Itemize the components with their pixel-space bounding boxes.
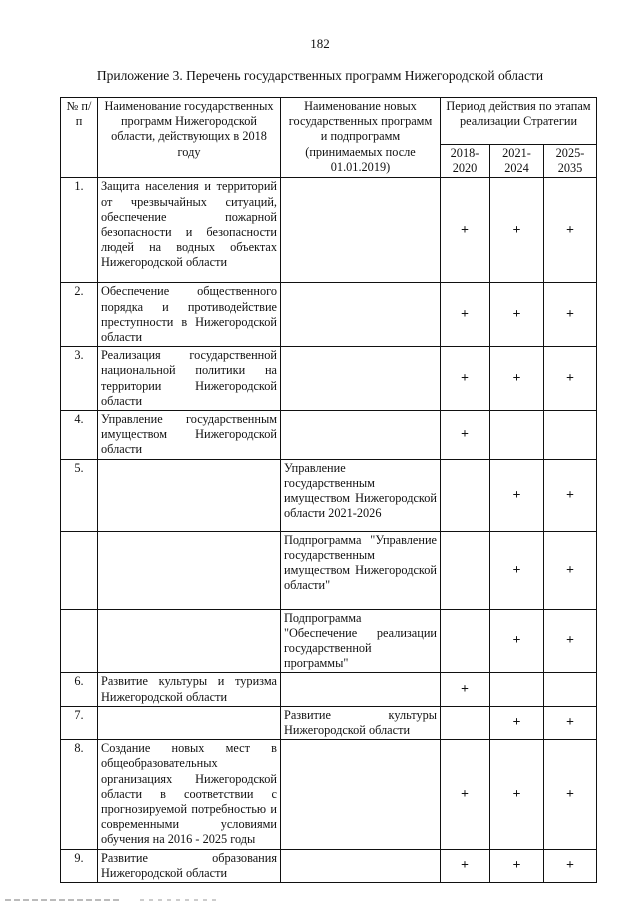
- period-2-mark: +: [490, 459, 544, 531]
- existing-program-name: Реализация государственной национальной политики на территории Нижегородской области: [98, 347, 281, 411]
- existing-program-name: [98, 531, 281, 609]
- new-program-name: Подпрограмма "Управление государственным имуществом Нижегородской области": [281, 531, 441, 609]
- row-number: 6.: [61, 673, 98, 706]
- existing-program-name: Управление государственным имуществом Нижегородской области: [98, 411, 281, 460]
- existing-program-name: Развитие образования Нижегородской области: [98, 849, 281, 882]
- period-2-mark: [490, 673, 544, 706]
- programs-table: [60, 97, 597, 883]
- period-2-mark: +: [490, 283, 544, 347]
- period-1-mark: [441, 531, 490, 609]
- header-period-3: 2025-2035: [544, 145, 597, 178]
- existing-program-name: [98, 459, 281, 531]
- table-row: [61, 459, 597, 531]
- period-2-mark: +: [490, 849, 544, 882]
- period-3-mark: +: [544, 740, 597, 849]
- row-number: [61, 531, 98, 609]
- row-number: 7.: [61, 706, 98, 739]
- period-1-mark: +: [441, 740, 490, 849]
- period-3-mark: +: [544, 459, 597, 531]
- table-row: [61, 740, 597, 849]
- table-row: [61, 706, 597, 739]
- new-program-name: [281, 849, 441, 882]
- period-1-mark: [441, 609, 490, 673]
- period-1-mark: [441, 706, 490, 739]
- new-program-name: [281, 411, 441, 460]
- period-2-mark: [490, 411, 544, 460]
- period-3-mark: +: [544, 706, 597, 739]
- period-3-mark: +: [544, 178, 597, 283]
- period-3-mark: [544, 673, 597, 706]
- header-period-1: 2018-2020: [441, 145, 490, 178]
- period-1-mark: +: [441, 283, 490, 347]
- row-number: 4.: [61, 411, 98, 460]
- existing-program-name: Создание новых мест в общеобразовательных организациях Нижегородской области в соответствии с прогнозируемой потребностью и современными условиями обучения на 2016 - 2025 годы: [98, 740, 281, 849]
- period-3-mark: +: [544, 347, 597, 411]
- table-row: [61, 178, 597, 283]
- period-3-mark: +: [544, 283, 597, 347]
- table-row: [61, 849, 597, 882]
- page-number: 182: [310, 36, 330, 51]
- table-row: [61, 609, 597, 673]
- period-3-mark: [544, 411, 597, 460]
- table-row: [61, 673, 597, 706]
- period-1-mark: +: [441, 673, 490, 706]
- document-title: Приложение 3. Перечень государственных программ Нижегородской области: [96, 68, 544, 83]
- period-1-mark: +: [441, 411, 490, 460]
- new-program-name: [281, 347, 441, 411]
- period-1-mark: [441, 459, 490, 531]
- existing-program-name: [98, 609, 281, 673]
- existing-program-name: [98, 706, 281, 739]
- existing-program-name: Защита населения и территорий от чрезвычайных ситуаций, обеспечение пожарной безопасности и безопасности людей на водных объектах Нижегородской области: [98, 178, 281, 283]
- period-2-mark: +: [490, 178, 544, 283]
- existing-program-name: Обеспечение общественного порядка и противодействие преступности в Нижегородской области: [98, 283, 281, 347]
- period-1-mark: +: [441, 347, 490, 411]
- period-3-mark: +: [544, 531, 597, 609]
- header-existing-programs: Наименование государственных программ Нижегородской области, действующих в 2018 году: [98, 98, 281, 178]
- period-3-mark: +: [544, 609, 597, 673]
- header-period-2: 2021-2024: [490, 145, 544, 178]
- period-2-mark: +: [490, 740, 544, 849]
- new-program-name: [281, 673, 441, 706]
- period-2-mark: +: [490, 347, 544, 411]
- new-program-name: [281, 283, 441, 347]
- row-number: 5.: [61, 459, 98, 531]
- header-num: № п/п: [61, 98, 98, 178]
- new-program-name: Управление государственным имуществом Нижегородской области 2021-2026: [281, 459, 441, 531]
- row-number: 8.: [61, 740, 98, 849]
- period-1-mark: +: [441, 178, 490, 283]
- row-number: 3.: [61, 347, 98, 411]
- header-period: Период действия по этапам реализации Стратегии: [441, 98, 597, 145]
- table-row: [61, 347, 597, 411]
- row-number: 2.: [61, 283, 98, 347]
- scan-noise: [0, 896, 640, 905]
- row-number: 9.: [61, 849, 98, 882]
- row-number: [61, 609, 98, 673]
- table-row: [61, 283, 597, 347]
- new-program-name: Подпрограмма "Обеспечение реализации государственной программы": [281, 609, 441, 673]
- period-2-mark: +: [490, 531, 544, 609]
- new-program-name: [281, 178, 441, 283]
- period-1-mark: +: [441, 849, 490, 882]
- row-number: 1.: [61, 178, 98, 283]
- table-row: [61, 531, 597, 609]
- period-3-mark: +: [544, 849, 597, 882]
- period-2-mark: +: [490, 609, 544, 673]
- table-row: [61, 411, 597, 460]
- new-program-name: Развитие культуры Нижегородской области: [281, 706, 441, 739]
- header-new-programs: Наименование новых государственных программ и подпрограмм (принимаемых после 01.01.2019): [281, 98, 441, 178]
- existing-program-name: Развитие культуры и туризма Нижегородской области: [98, 673, 281, 706]
- new-program-name: [281, 740, 441, 849]
- period-2-mark: +: [490, 706, 544, 739]
